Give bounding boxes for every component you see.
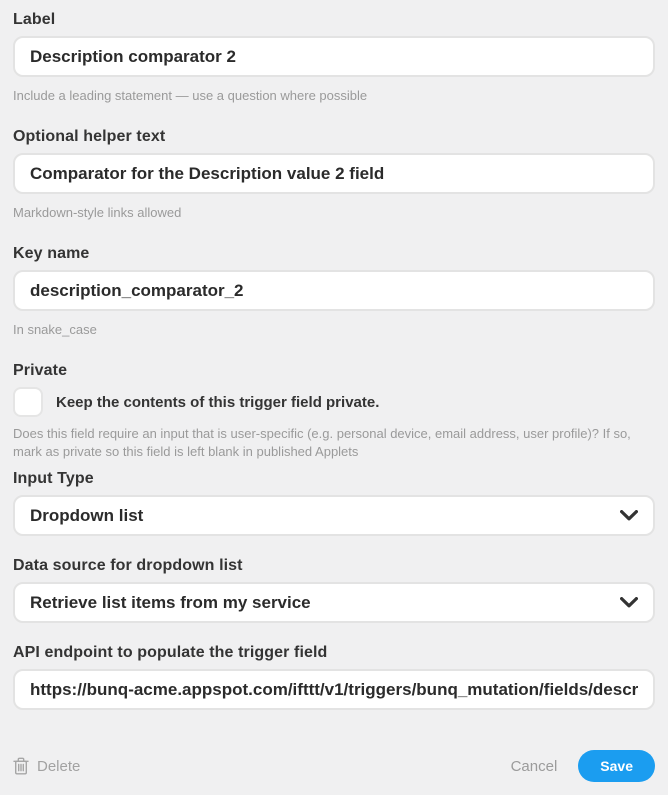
input-type-field-section xyxy=(13,469,655,536)
form-footer xyxy=(13,710,655,782)
delete-button-label: Delete xyxy=(37,757,81,775)
helper-text-field-heading: Optional helper text xyxy=(13,128,166,145)
private-checkbox-label: Keep the contents of this trigger field private. xyxy=(56,393,380,411)
helper-text-field-section xyxy=(13,127,655,222)
chevron-down-icon xyxy=(620,597,638,608)
api-endpoint-input[interactable] xyxy=(13,669,655,710)
private-field-section xyxy=(13,361,655,461)
key-name-helper-text: In snake_case xyxy=(13,322,97,337)
delete-button[interactable] xyxy=(13,757,80,775)
trash-icon xyxy=(13,757,29,775)
input-type-field-heading: Input Type xyxy=(13,470,94,487)
data-source-dropdown[interactable] xyxy=(13,582,655,623)
label-input[interactable] xyxy=(13,36,655,77)
data-source-field-heading: Data source for dropdown list xyxy=(13,557,243,574)
key-name-field-heading: Key name xyxy=(13,245,90,262)
api-endpoint-field-section xyxy=(13,643,655,710)
key-name-input[interactable] xyxy=(13,270,655,311)
private-checkbox[interactable] xyxy=(13,387,43,417)
save-button[interactable] xyxy=(578,750,655,782)
private-checkbox-row xyxy=(13,387,655,417)
label-helper-text: Include a leading statement — use a question where possible xyxy=(13,88,368,103)
data-source-selected-value: Retrieve list items from my service xyxy=(30,592,311,612)
data-source-field-section xyxy=(13,556,655,623)
api-endpoint-field-heading: API endpoint to populate the trigger field xyxy=(13,644,328,661)
cancel-button[interactable] xyxy=(511,758,558,775)
label-field-section xyxy=(13,10,655,105)
cancel-button-label: Cancel xyxy=(510,757,558,775)
key-name-field-section xyxy=(13,244,655,339)
private-field-heading: Private xyxy=(13,362,68,379)
chevron-down-icon xyxy=(620,510,638,521)
private-helper-text: Does this field require an input that is user-specific (e.g. personal device, email address, user profile)? If so, mark as private so this field is left blank in published Applets xyxy=(13,426,631,459)
input-type-dropdown[interactable] xyxy=(13,495,655,536)
save-button-label: Save xyxy=(600,758,633,774)
helper-text-helper: Markdown-style links allowed xyxy=(13,205,182,220)
helper-text-input[interactable] xyxy=(13,153,655,194)
input-type-selected-value: Dropdown list xyxy=(30,505,144,525)
label-field-heading: Label xyxy=(13,11,56,28)
